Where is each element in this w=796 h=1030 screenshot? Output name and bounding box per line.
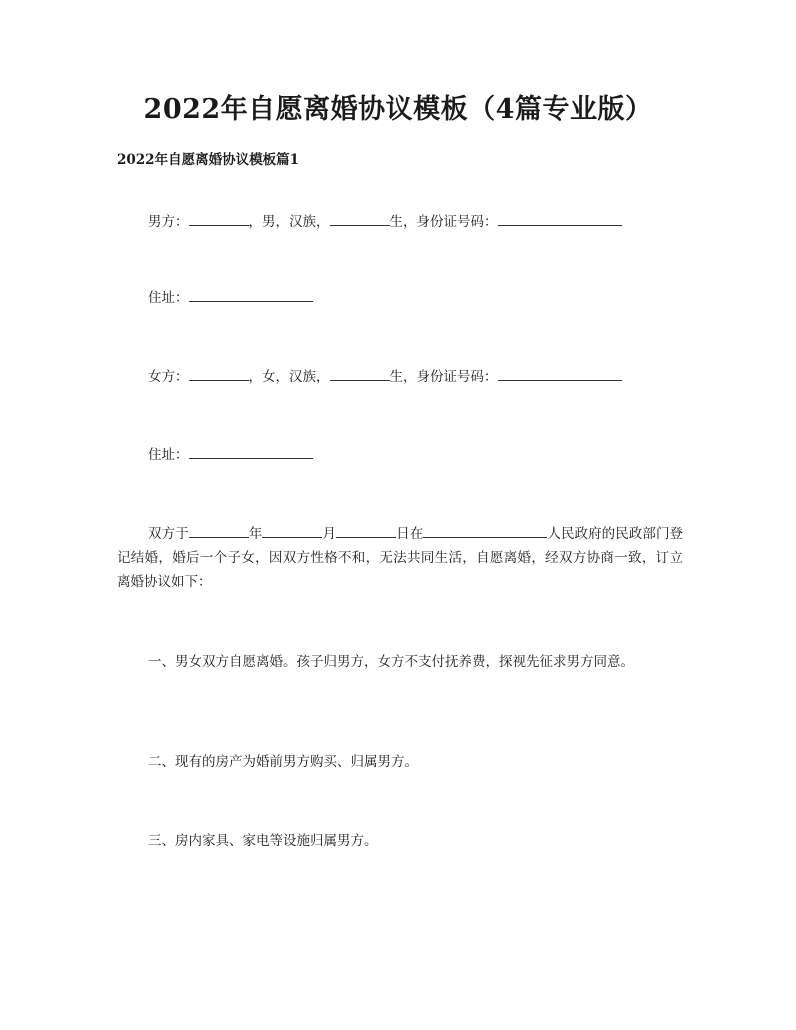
intro-prefix: 双方于 [148,526,189,542]
female-born-text: 生，身份证号码： [389,369,498,385]
male-address-blank[interactable] [189,286,313,302]
female-party-line [117,365,714,389]
female-birth-blank[interactable] [330,365,390,381]
address-label: 住址： [148,447,189,463]
male-address-line [117,286,714,310]
intro-month: 月 [322,526,337,542]
female-address-blank[interactable] [189,443,313,459]
female-address-line [117,443,714,467]
male-name-blank[interactable] [189,210,249,226]
registry-place-blank[interactable] [423,522,547,538]
intro-year: 年 [248,526,263,542]
female-id-blank[interactable] [498,365,622,381]
male-born-text: 生，身份证号码： [389,214,498,230]
day-blank[interactable] [336,522,396,538]
male-birth-blank[interactable] [330,210,390,226]
clause-3: 三、房内家具、家电等设施归属男方。 [148,833,378,849]
male-party-line [117,210,714,234]
male-mid-text: ，男，汉族， [248,214,330,230]
clause-2: 二、现有的房产为婚前男方购买、归属男方。 [148,754,419,770]
intro-rest: 人民政府的民政部门登记结婚，婚后一个子女，因双方性格不和，无法共同生活，自愿离婚，经双方协商一致，订立离婚协议如下： [117,526,684,590]
male-label: 男方： [148,214,189,230]
male-id-blank[interactable] [498,210,622,226]
year-blank[interactable] [189,522,249,538]
intro-paragraph [117,522,683,594]
address-label: 住址： [148,290,189,306]
female-label: 女方： [148,369,189,385]
month-blank[interactable] [262,522,322,538]
female-mid-text: ，女，汉族， [248,369,330,385]
section-title: 2022年自愿离婚协议模板篇1 [117,152,299,168]
female-name-blank[interactable] [189,365,249,381]
intro-day: 日在 [396,526,424,542]
clause-1: 一、男女双方自愿离婚。孩子归男方，女方不支付抚养费，探视先征求男方同意。 [148,654,635,670]
document-title: 2022年自愿离婚协议模板（4篇专业版） [143,94,653,125]
